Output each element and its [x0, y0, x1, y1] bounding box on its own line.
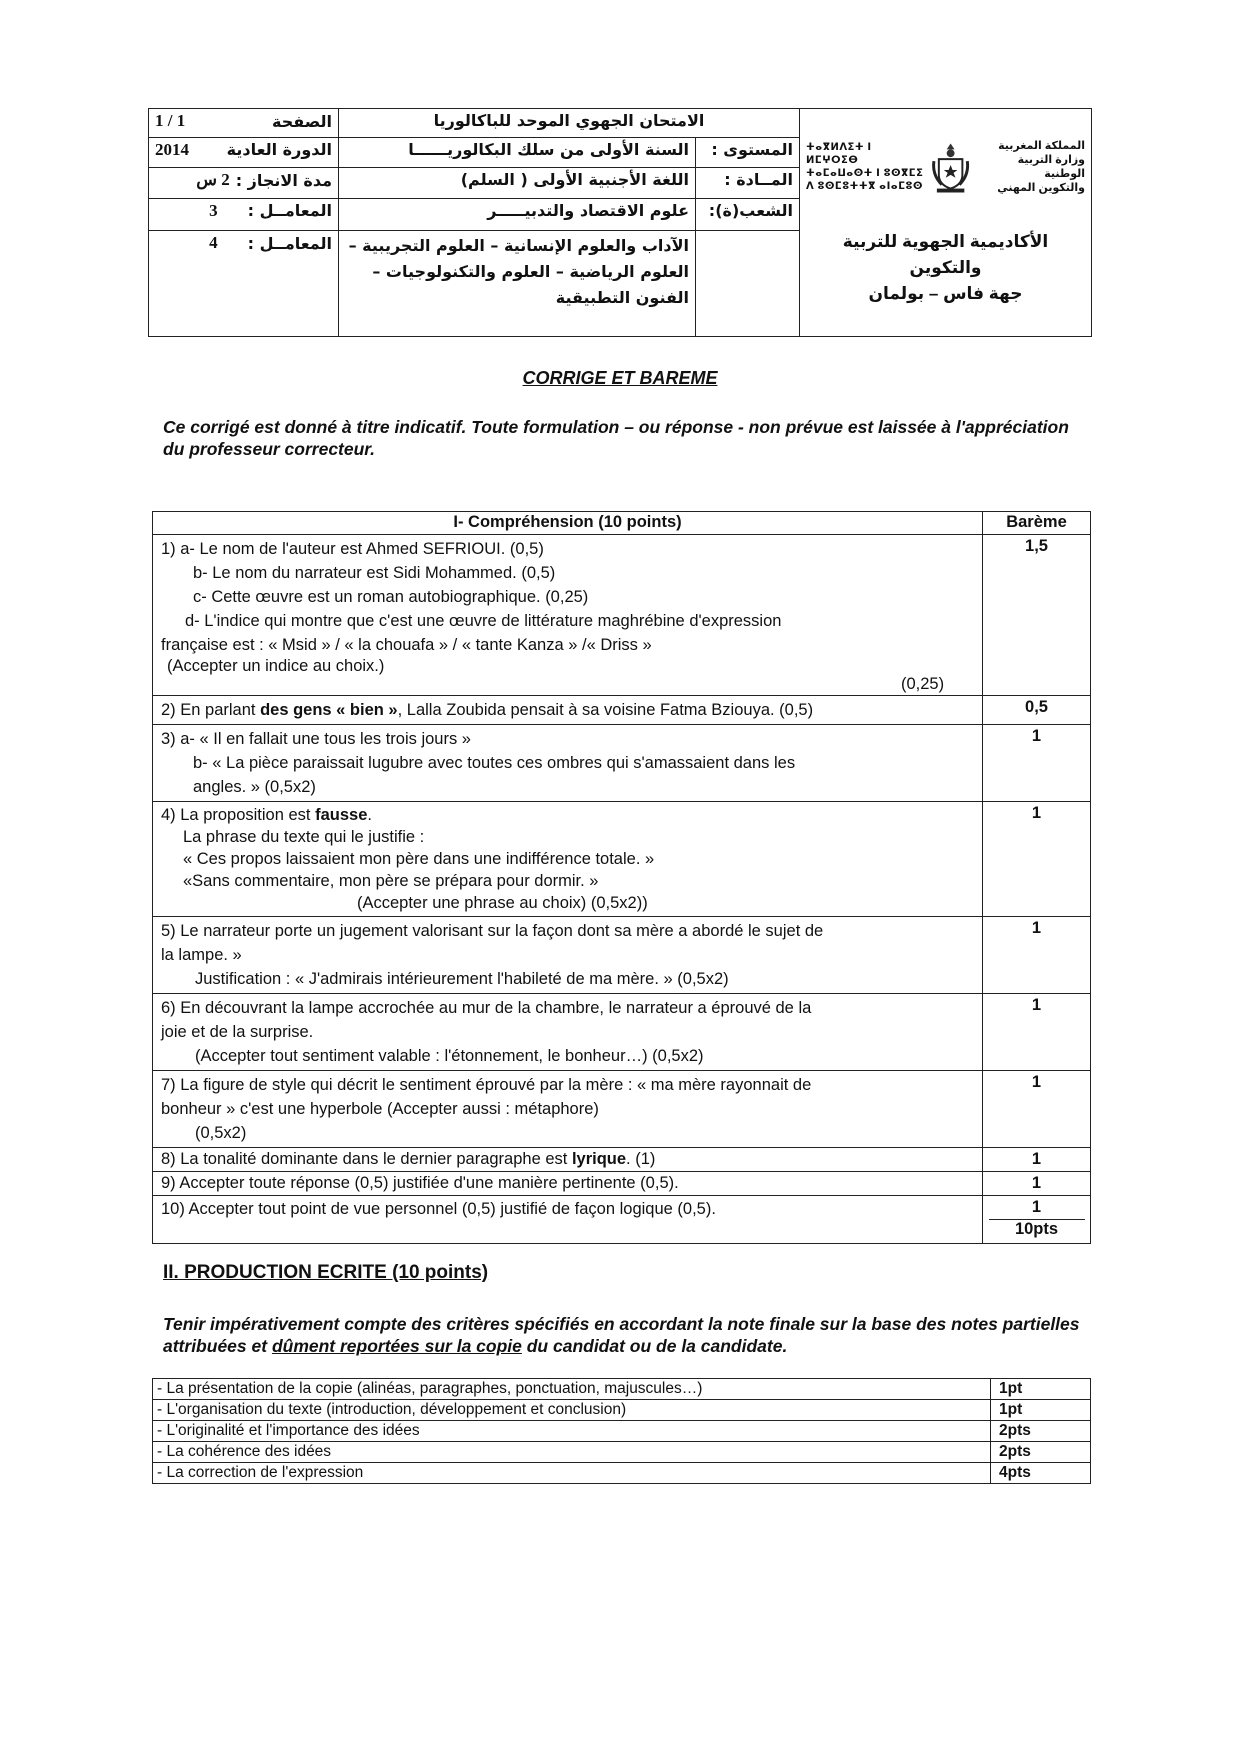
points-value: 1	[983, 917, 1091, 994]
level-label: المستوى :	[696, 137, 800, 168]
points-value: 1	[983, 1071, 1091, 1148]
table-row: 10) Accepter tout point de vue personnel (0,5) justifié de façon logique (0,5). 1 10pts	[153, 1196, 1091, 1244]
criterion-label: - La présentation de la copie (alinéas, paragraphes, ponctuation, majuscules…)	[153, 1379, 991, 1400]
criterion-label: - La correction de l'expression	[153, 1463, 991, 1484]
table-row: 1) a- Le nom de l'auteur est Ahmed SEFRIOUI. (0,5) b- Le nom du narrateur est Sidi Mohammed. (0,5) c- Cette œuvre est un roman autobiographique. (0,25) d- L'indice qui montre que c'est une œuvre de littérature maghrébine d'expression française est : « Msid » / « la chouafa » / « tante Kanza » /« Driss » (Accepter un indice au choix.) (0,25) 1,5	[153, 535, 1091, 696]
criterion-label: - La cohérence des idées	[153, 1442, 991, 1463]
session-cell	[149, 137, 339, 168]
intro-note: Ce corrigé est donné à titre indicatif. Toute formulation – ou réponse - non prévue est laissée à l'appréciation du professeur correcteur.	[163, 417, 1069, 459]
points-value: 1	[983, 1148, 1091, 1172]
comprehension-table	[152, 511, 1091, 1244]
table-row: 5) Le narrateur porte un jugement valorisant sur la façon dont sa mère a abordé le sujet de la lampe. » Justification : « J'admirais intérieurement l'habileté de ma mère. » (0,5x2) 1	[153, 917, 1091, 994]
comprehension-header: I- Compréhension (10 points)	[153, 512, 983, 535]
page-label: الصفحة	[271, 111, 332, 131]
table-row: 9) Accepter toute réponse (0,5) justifiée d'une manière pertinente (0,5). 1	[153, 1172, 1091, 1196]
coefficient-cell-1	[149, 198, 339, 231]
production-instructions: Tenir impérativement compte des critères spécifiés en accordant la note finale sur la base des notes partielles attribuées et dûment reportées sur la copie du candidat ou de la candidate.	[163, 1314, 1080, 1356]
points-value: 1,5	[983, 535, 1091, 696]
criteria-table	[152, 1378, 1091, 1484]
points-value: 1	[983, 802, 1091, 917]
duration-label: مدة الانجاز :	[235, 170, 332, 190]
session-year: 2014	[155, 139, 189, 159]
table-row: 6) En découvrant la lampe accrochée au mur de la chambre, le narrateur a éprouvé de la joie et de la surprise. (Accepter tout sentiment valable : l'étonnement, le bonheur…) (0,5x2) 1	[153, 994, 1091, 1071]
points-value: 1	[1031, 1198, 1042, 1216]
stream-value-1: علوم الاقتصاد والتدبيـــــر	[339, 198, 696, 231]
subject-value: اللغة الأجنبية الأولى ( السلم)	[339, 168, 696, 199]
criterion-points: 4pts	[991, 1463, 1091, 1484]
production-title: II. PRODUCTION ECRITE (10 points)	[163, 1262, 489, 1283]
duration-value: 2 س	[196, 170, 230, 190]
subject-label: المــادة :	[696, 168, 800, 199]
table-row	[153, 1400, 1091, 1421]
coefficient-value-2: 4	[209, 233, 218, 253]
table-row: 4) La proposition est fausse. La phrase du texte qui le justifie : « Ces propos laissaient mon père dans une indifférence totale. » «Sans commentaire, mon père se prépara pour dormir. » (Accepter une phrase au choix) (0,5x2)) 1	[153, 802, 1091, 917]
duration-cell	[149, 168, 339, 199]
points-cell	[983, 1196, 1091, 1244]
points-value: 1	[983, 1172, 1091, 1196]
coefficient-value: 3	[209, 200, 218, 220]
table-row: 3) a- « Il en fallait une tous les trois jours » b- « La pièce paraissait lugubre avec toutes ces ombres qui s'amassaient dans les angles. » (0,5x2) 1	[153, 725, 1091, 802]
coefficient-label: المعامــل :	[247, 201, 332, 221]
table-row	[153, 1421, 1091, 1442]
total-points: 10pts	[989, 1219, 1085, 1239]
institution-logo-cell	[800, 109, 1092, 337]
exam-header-table	[148, 108, 1092, 337]
points-value: 0,5	[983, 696, 1091, 725]
criterion-points: 1pt	[991, 1379, 1091, 1400]
page-cell	[149, 109, 339, 138]
criterion-points: 1pt	[991, 1400, 1091, 1421]
stream-value-2: الآداب والعلوم الإنسانية – العلوم التجريبية – العلوم الرياضية – العلوم والتكنولوجيات – الفنون التطبيقية	[339, 231, 696, 337]
coefficient-cell-2	[149, 231, 339, 337]
page-value: 1 / 1	[155, 111, 186, 130]
points-value: 1	[983, 725, 1091, 802]
moroccan-emblem-icon	[931, 139, 970, 195]
table-row	[153, 1463, 1091, 1484]
coefficient-label-2: المعامــل :	[247, 233, 332, 253]
table-row	[153, 1379, 1091, 1400]
criterion-label: - L'originalité et l'importance des idées	[153, 1421, 991, 1442]
points-value: 1	[983, 994, 1091, 1071]
criterion-points: 2pts	[991, 1442, 1091, 1463]
ministry-arabic: المملكة المغربية وزارة التربية الوطنية والتكوين المهني	[997, 139, 1086, 194]
session-label: الدورة العادية	[226, 140, 332, 159]
table-row: 8) La tonalité dominante dans le dernier paragraphe est lyrique. (1) 1	[153, 1148, 1091, 1172]
document-title: CORRIGE ET BAREME	[522, 368, 718, 388]
table-row	[153, 1442, 1091, 1463]
level-value: السنة الأولى من سلك البكالوريــــــا	[339, 137, 696, 168]
streams-label: الشعب(ة):	[696, 198, 800, 231]
criterion-label: - L'organisation du texte (introduction, développement et conclusion)	[153, 1400, 991, 1421]
table-row: 2) En parlant des gens « bien », Lalla Zoubida pensait à sa voisine Fatma Bziouya. (0,5) 0,5	[153, 696, 1091, 725]
bareme-header: Barème	[983, 512, 1091, 535]
criterion-points: 2pts	[991, 1421, 1091, 1442]
table-row: 7) La figure de style qui décrit le sentiment éprouvé par la mère : « ma mère rayonnait de bonheur » c'est une hyperbole (Accepter aussi : métaphore) (0,5x2) 1	[153, 1071, 1091, 1148]
ministry-tifinagh: ⵜⴰⴳⵍⴷⵉⵜ ⵏ ⵍⵎⵖⵔⵉⴱ ⵜⴰⵎⴰⵡⴰⵙⵜ ⵏ ⵓⵙⴳⵎⵉ ⴷ ⵓⵙⵎⵓⵜⵜⴳ ⴰⵏⴰⵎⵓⵙ	[806, 141, 924, 192]
exam-title: الامتحان الجهوي الموحد للباكالوريا	[339, 109, 800, 138]
academy-name: الأكاديمية الجهوية للتربية والتكوين جهة فاس – بولمان	[842, 231, 1049, 303]
